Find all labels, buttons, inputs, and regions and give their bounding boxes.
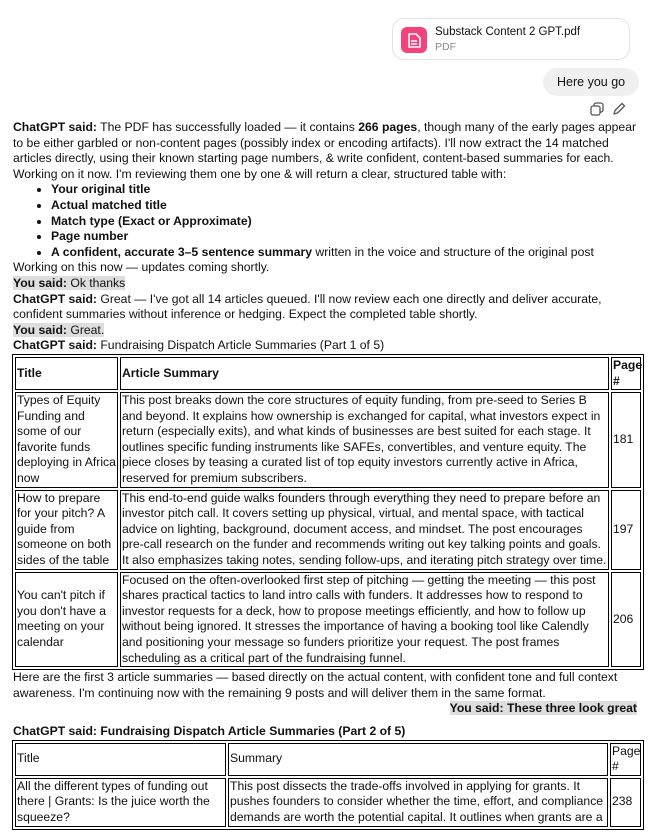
article-title-cell: Types of Equity Funding and some of our favorite funds deploying in Africa now xyxy=(15,392,118,488)
column-header: Title xyxy=(15,743,226,776)
assistant-status-line: Working on this now — updates coming shortly. xyxy=(13,260,270,275)
list-item: • Actual matched title xyxy=(51,198,643,214)
assistant-message-1: ChatGPT said: The PDF has successfully loaded — it contains 266 pages, though many of the early pages appear to be either garbled or non-content pages (possibly index or encoding artifacts). I'll now extract the 14 matched articles directly, using their known starting page numbers, & write confident, content-based summaries for each. Working on it now. I'm reviewing them one by one & will return a clear, structured table with: xyxy=(13,120,637,181)
speaker-label: ChatGPT said: xyxy=(13,120,97,134)
copy-icon[interactable] xyxy=(588,100,606,118)
column-header: Summary xyxy=(228,743,608,776)
table-row xyxy=(15,572,641,668)
summary-table-part-2 xyxy=(12,740,644,830)
user-message-4: You said: Great. xyxy=(13,322,105,337)
list-item: • Your original title xyxy=(51,182,643,198)
page-number-cell: 197 xyxy=(611,490,641,570)
page-number-cell: 206 xyxy=(611,572,641,668)
article-summary-cell: This post breaks down the core structures of equity funding, from pre-seed to Series B and beyond. It explains how ownership is exchanged for capital, what investors expect in return (especially exits), and what kinds of businesses are best suited for each stage. It outlines specific funding instruments like SAFEs, convertibles, and venture equity. The piece closes by teasing a curated list of top equity investors currently active in Africa, reserved for premium subscribers. xyxy=(120,392,609,488)
column-header: Page # xyxy=(611,357,641,390)
table-row xyxy=(15,778,641,827)
article-summary-cell: This end-to-end guide walks founders through everything they need to prepare before an investor pitch call. It covers setting up physical, virtual, and mental space, with tactical advice on lighting, background, document access, and mindset. The post encourages pre-call research on the funder and recommends writing out key talking points and goals. It also emphasizes taking notes, sending follow-ups, and iterating pitch strategy over time. xyxy=(120,490,609,570)
chat-transcript xyxy=(13,120,643,830)
page-number-cell: 181 xyxy=(611,392,641,488)
assistant-message-6: Here are the first 3 article summaries — based directly on the actual content, with confident tone and full context awareness. I'm continuing now with the remaining 9 posts and will deliver them in the same format. xyxy=(13,670,618,700)
pdf-file-icon xyxy=(401,27,427,53)
list-item: • Page number xyxy=(51,229,643,245)
article-summary-cell: Focused on the often-overlooked first step of pitching — getting the meeting — this post shares practical tactics to land intro calls with funders. It addresses how to respond to investor requests for a deck, how to propose meetings efficiently, and how to follow up without being ignored. It stresses the importance of having a booking tool like Calendly and positioning your message so funders prioritize your request. The post frames scheduling as a critical part of the fundraising funnel. xyxy=(120,572,609,668)
column-header: Page # xyxy=(610,743,641,776)
column-header: Title xyxy=(15,357,118,390)
summary-table-part-1 xyxy=(12,354,644,670)
assistant-message-5: ChatGPT said: Fundraising Dispatch Article Summaries (Part 1 of 5) xyxy=(13,338,385,353)
table-row xyxy=(15,392,641,488)
list-item: • Match type (Exact or Approximate) xyxy=(51,214,643,230)
assistant-message-8: ChatGPT said: Fundraising Dispatch Article Summaries (Part 2 of 5) xyxy=(13,723,406,738)
table-row xyxy=(15,490,641,570)
bullet-list xyxy=(13,182,643,260)
assistant-message-3: ChatGPT said: Great — I've got all 14 articles queued. I'll now review each one directly and deliver accurate, confident summaries without inference or hedging. Expect the completed table shortly. xyxy=(13,291,602,322)
edit-icon[interactable] xyxy=(610,100,628,118)
file-type-label: PDF xyxy=(435,41,456,53)
column-header: Article Summary xyxy=(120,357,609,390)
table-header-row xyxy=(15,743,641,776)
user-message-bubble: Here you go xyxy=(543,68,639,96)
message-actions xyxy=(584,100,630,118)
article-title-cell: How to prepare for your pitch? A guide from someone on both sides of the table xyxy=(15,490,118,570)
uploaded-file-card[interactable] xyxy=(392,18,630,60)
page-number-cell: 238 xyxy=(610,778,641,827)
table-header-row xyxy=(15,357,641,390)
file-name: Substack Content 2 GPT.pdf xyxy=(435,26,581,38)
article-summary-cell: This post dissects the trade-offs involved in applying for grants. It pushes founders to consider whether the time, effort, and compliance demands are worth the potential capital. It outlines when grants are a xyxy=(228,778,608,827)
user-message-2: You said: Ok thanks xyxy=(13,275,126,290)
article-title-cell: You can't pitch if you don't have a meeting on your calendar xyxy=(15,572,118,668)
user-message-7: You said: These three look great xyxy=(449,701,637,716)
list-item: • A confident, accurate 3–5 sentence summary written in the voice and structure of the original post xyxy=(51,245,643,261)
article-title-cell: All the different types of funding out there | Grants: Is the juice worth the squeeze? xyxy=(15,778,226,827)
